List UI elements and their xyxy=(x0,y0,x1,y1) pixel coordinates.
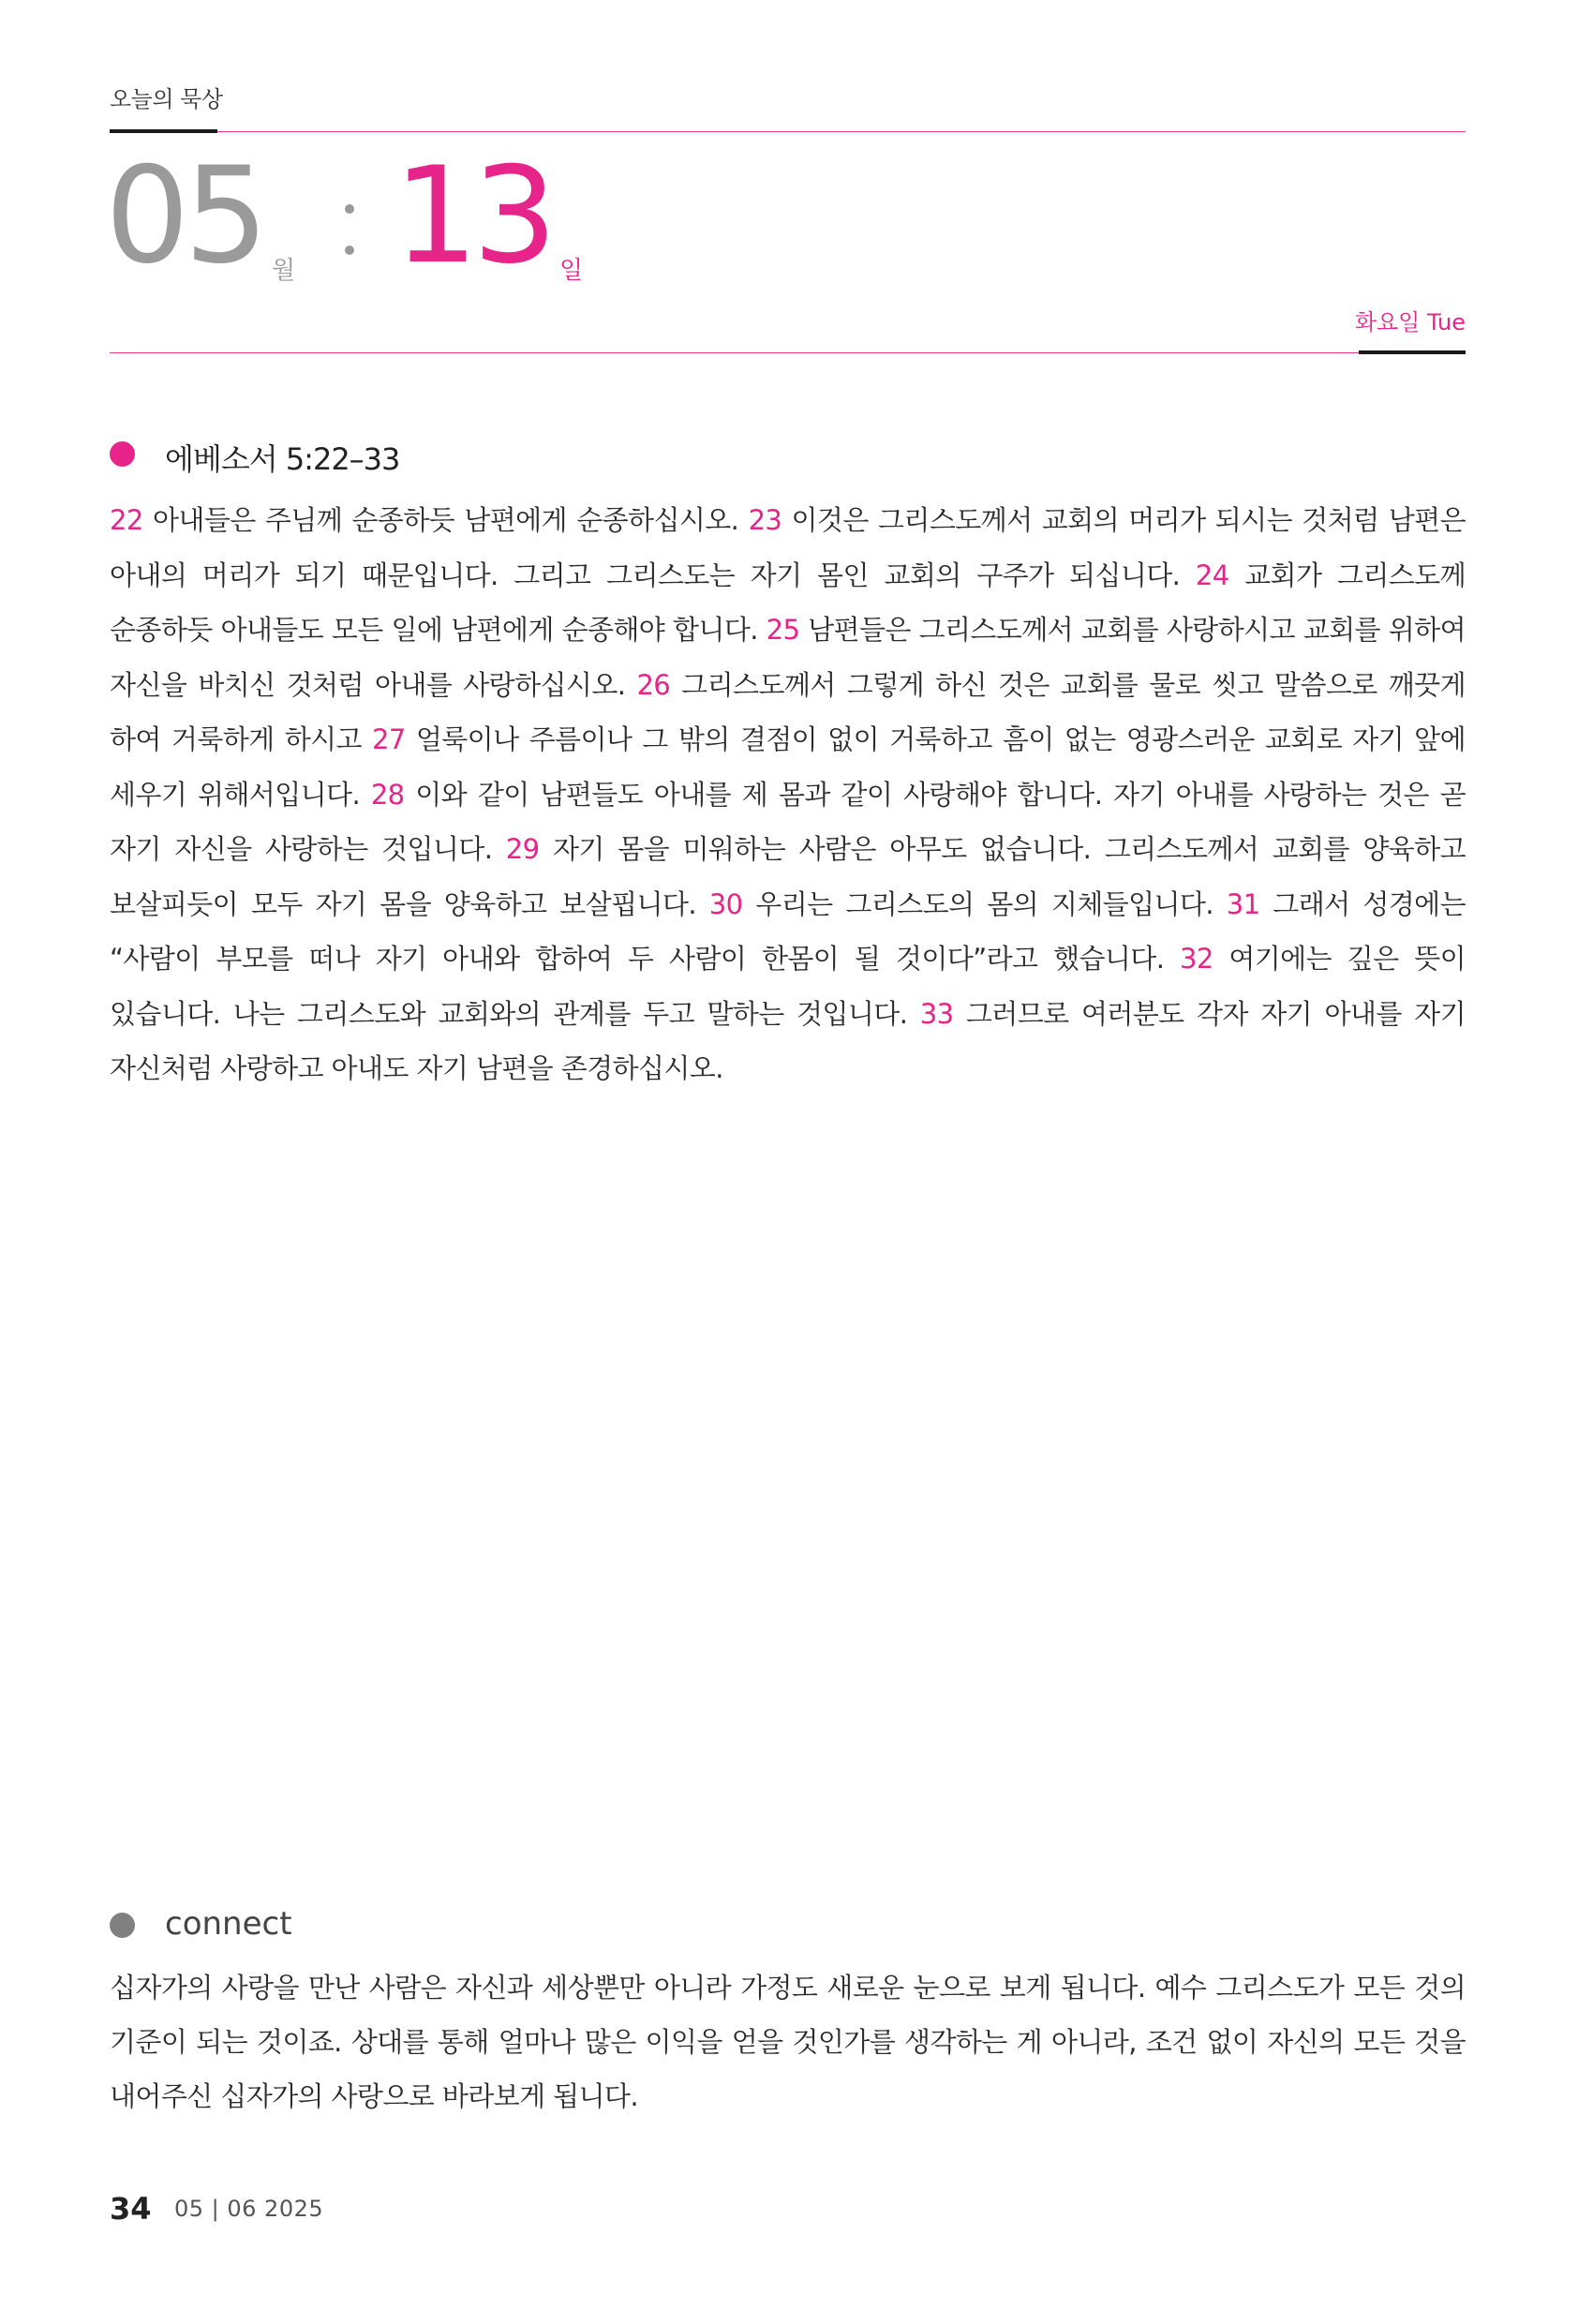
verse-text: 남편들은 그리스도께서 교회를 사랑하시고 교회를 위하여 자신을 바치신 것처럼 아내를 사랑하십시오. xyxy=(110,614,1466,701)
scripture-bullet-icon xyxy=(110,441,135,467)
verse-text: 아내들은 주님께 순종하듯 남편에게 순종하십시오. xyxy=(142,504,749,536)
date-divider xyxy=(110,352,1466,353)
verse-number: 31 xyxy=(1226,887,1260,920)
verse-number: 23 xyxy=(748,504,782,536)
connect-bullet-icon xyxy=(110,1913,135,1938)
month-unit: 월 xyxy=(272,257,296,285)
verse-number: 30 xyxy=(708,887,743,920)
section-label: 오늘의 묵상 xyxy=(110,86,223,112)
verse-text: 이것은 그리스도께서 교회의 머리가 되시는 것처럼 남편은 아내의 머리가 되기 때문입니다. 그리고 그리스도는 자기 몸인 교회의 구주가 되십니다. xyxy=(110,504,1466,591)
day-number: 13 xyxy=(394,139,552,293)
verse-text: 교회가 그리스도께 순종하듯 아내들도 모든 일에 남편에게 순종해야 합니다. xyxy=(110,559,1466,646)
date-colon-top xyxy=(345,204,354,214)
top-divider-accent xyxy=(110,129,217,133)
verse-number: 25 xyxy=(766,614,800,646)
page-number: 34 xyxy=(110,2191,152,2227)
verse-number: 26 xyxy=(636,668,671,701)
scripture-title: 에베소서 5:22–33 xyxy=(165,441,400,477)
verse-text: 그리스도께서 그렇게 하신 것은 교회를 물로 씻고 말씀으로 깨끗게 하여 거룩하게 하시고 xyxy=(110,668,1466,755)
verse-text: 그러므로 여러분도 각자 자기 아내를 자기 자신처럼 사랑하고 아내도 자기 남편을 존경하십시오. xyxy=(110,997,1466,1084)
date-colon-bottom xyxy=(345,246,354,255)
verse-number: 22 xyxy=(110,504,143,536)
verse-text: 얼룩이나 주름이나 그 밖의 결점이 없이 거룩하고 흠이 없는 영광스러운 교회로 자기 앞에 세우기 위해서입니다. xyxy=(110,723,1466,811)
verse-number: 32 xyxy=(1180,943,1213,975)
date-divider-accent xyxy=(1359,350,1466,354)
top-divider xyxy=(110,131,1466,132)
verse-text: 여기에는 깊은 뜻이 있습니다. 나는 그리스도와 교회와의 관계를 두고 말하는 것입니다. xyxy=(110,943,1466,1030)
weekday-label: 화요일 Tue xyxy=(1354,309,1466,335)
connect-body: 십자가의 사랑을 만난 사람은 자신과 세상뿐만 아니라 가정도 새로운 눈으로 보게 됩니다. 예수 그리스도가 모든 것의 기준이 되는 것이죠. 상대를 통해 얼마나 많은 이익을 얻을 것인가를 생각하는 게 아니라, 조건 없이 자신의 모든 것을 내어주신 십자가의 사랑으로 바라보게 됩니다. xyxy=(110,1972,1466,2112)
month-number: 05 xyxy=(105,139,263,293)
verse-number: 33 xyxy=(919,997,954,1030)
verse-number: 24 xyxy=(1195,559,1229,591)
issue-label: 05 | 06 2025 xyxy=(174,2196,324,2222)
verse-text: 이와 같이 남편들도 아내를 제 몸과 같이 사랑해야 합니다. 자기 아내를 사랑하는 것은 곧 자기 자신을 사랑하는 것입니다. xyxy=(110,778,1466,865)
verse-text: 자기 몸을 미워하는 사람은 아무도 없습니다. 그리스도께서 교회를 양육하고 보살피듯이 모두 자기 몸을 양육하고 보살핍니다. xyxy=(110,833,1466,920)
verse-text: 그래서 성경에는 “사람이 부모를 떠나 자기 아내와 합하여 두 사람이 한몸이 될 것이다”라고 했습니다. xyxy=(110,887,1466,975)
day-unit: 일 xyxy=(559,257,584,285)
verse-number: 28 xyxy=(370,778,405,811)
verse-text: 우리는 그리스도의 몸의 지체들입니다. xyxy=(742,887,1227,920)
connect-title: connect xyxy=(165,1905,292,1943)
verse-number: 27 xyxy=(372,723,406,755)
verse-number: 29 xyxy=(505,833,540,865)
scripture-body xyxy=(110,493,1466,1096)
